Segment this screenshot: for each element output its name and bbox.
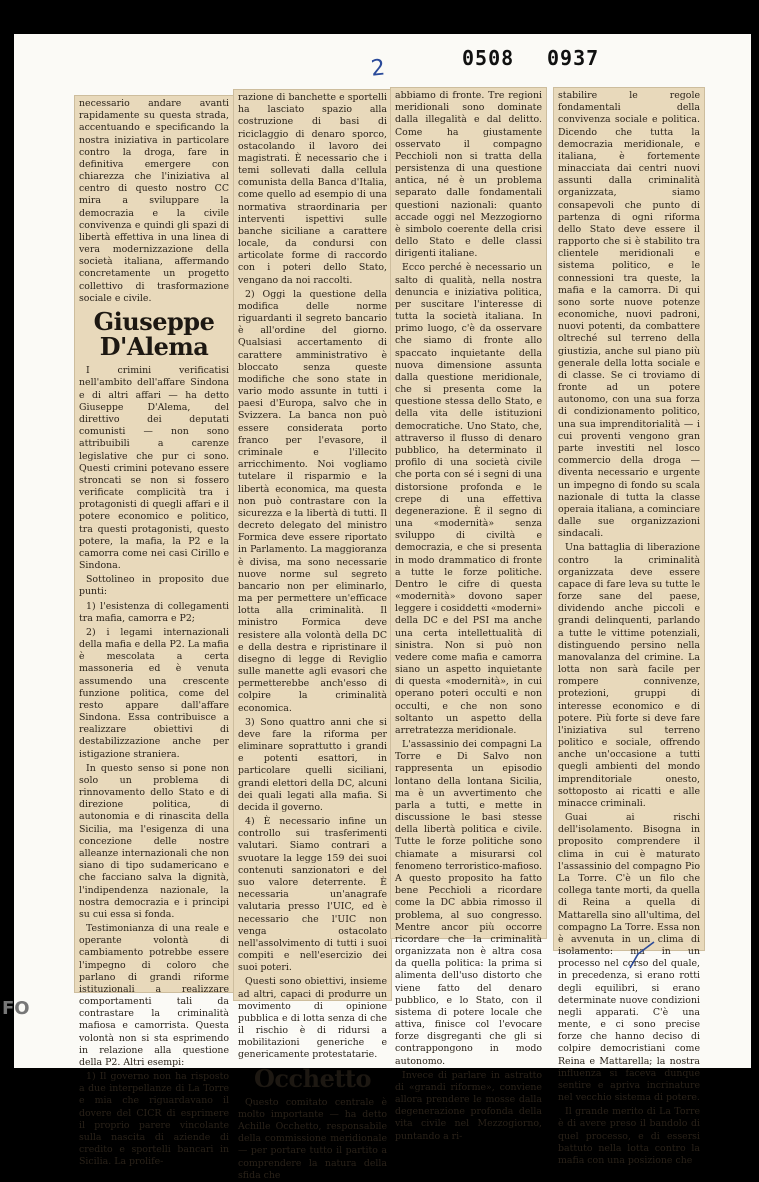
- archive-number-left: 0508: [462, 46, 515, 70]
- article-column-1: [75, 96, 233, 1168]
- corner-watermark: [0, 996, 60, 1080]
- pencil-mark: 2: [369, 55, 387, 82]
- paragraph: Invece di parlare in astratto di «grandi riforme», conviene allora prendere le mosse dalla degenerazione profonda della vita civile nel Mezzogiorno, puntando a ri-: [395, 1069, 542, 1142]
- paragraph: Sottolineo in proposito due punti:: [79, 574, 229, 598]
- paragraph: Testimonianza di una reale e operante volontà di cambiamento potrebbe essere l'impegno di coloro che parlano di grandi riforme istituzionali a realizzare comportamenti tali da contrastare la criminalità mafiosa e camorrista. Questa volontà non si sta esprimendo in relazione alla questione della P2. Altri esempi:: [79, 923, 229, 1068]
- paragraph: 2) i legami internazionali della mafia e della P2. La mafia è mescolata a certa massoneria ed è venuta assumendo una crescente funzione politica, come del resto appare dall'affare Sindona. Essa contribuisce a realizzare obiettivi di destabilizzazione anche per istigazione straniera.: [79, 626, 229, 760]
- paragraph: Questo comitato centrale è molto importante — ha detto Achille Occhetto, responsabile della commissione meridionale — per portare tutto il partito a comprendere la natura della sfida che: [238, 1096, 387, 1181]
- paragraph: Il grande merito di La Torre è di avere preso il bandolo di quel processo, e di essersi battuto nella lotta contro la mafia con una posizione che: [558, 1106, 700, 1166]
- corner-watermark-text: FO: [2, 998, 30, 1019]
- archive-number-right: 0937: [547, 46, 600, 70]
- paragraph: Ecco perché è necessario un salto di qualità, nella nostra denuncia e iniziativa politica, per suscitare l'interesse di tutta la società italiana. In primo luogo, c'è da osservare che siamo di fronte allo spaccato inquietante della nuova dimensione assunta dalla questione meridionale, che si presenta come la questione stessa dello Stato, e della vita delle istituzioni democratiche. Uno Stato, che, attraverso il flusso di denaro pubblico, ha determinato il profilo di una società civile che porta con sé i segni di una distorsione profonda e le crepe di una effettiva degenerazione. È il segno di una «modernità» senza sviluppo di civiltà e democrazia, e che si presenta in modo drammatico di fronte a tutte le forze politiche. Dentro le cifre di questa «modernità» dovono saper leggere i cosiddetti «moderni» della DC e del PSI ma anche una certa intellettualità di sinistra. Non si può non vedere come mafia e camorra siano un aspetto inquietante di questa «modernità», in cui operano poteri occulti e non occulti, e che non sono soltanto un aspetto della arretratezza meridionale.: [395, 262, 542, 736]
- paragraph: razione di banchette e sportelli ha lasciato spazio alla costruzione di basi di riciclaggio di denaro sporco, ostacolando il lavoro dei magistrati. È necessario che i temi sollevati dalla cellula comunista della Banca d'Italia, come quello ad esempio di una normativa straordinaria per interventi ispettivi sulle banche siciliane a carattere locale, da condursi con articolate forme di raccordo con i poteri dello Stato, vengano da noi raccolti.: [238, 92, 387, 286]
- paragraph: 4) È necessario infine un controllo sui trasferimenti valutari. Siamo contrari a svuotare la legge 159 dei suoi contenuti sanzionatori e del suo valore deterrente. È necessaria un'anagrafe valutaria presso l'UIC, ed è necessario che l'UIC non venga ostacolato nell'assolvimento di tutti i suoi compiti e nell'esercizio dei suoi poteri.: [238, 816, 387, 974]
- paragraph: Una battaglia di liberazione contro la criminalità organizzata deve essere capace di fare leva su tutte le forze sane del paese, dividendo anche piccoli e grandi delinquenti, parlando a tutte le vittime potenziali, distinguendo persino nella manovalanza del crimine. La lotta non sarà facile per rompere connivenze, protezioni, gruppi di interesse economico e di potere. Più forte si deve fare l'iniziativa sul terreno politico e sociale, offrendo anche un'occasione a tutti quegli ambienti del mondo imprenditoriale onesto, sottoposto ai ricatti e alle minacce criminali.: [558, 542, 700, 809]
- paragraph: 1) Il governo non ha risposto a due interpellanze di La Torre e mia che riguardavano il dovere del CICR di esprimere il proprio parere vincolante sulla nascita di aziende di credito e sportelli bancari in Sicilia. La prolife-: [79, 1071, 229, 1168]
- speaker-heading-occhetto: Occhetto: [253, 1063, 372, 1093]
- paragraph: stabilire le regole fondamentali della convivenza sociale e politica. Dicendo che tutta la democrazia meridionale, e italiana, è fortemente minacciata dai centri nuovi assunti dalla criminalità organizzata, siamo consapevoli che punto di partenza di ogni riforma dello Stato deve essere il rapporto che si è stabilito tra clientele meridionali e sistema politico, e le connessioni tra queste, la mafia e la camorra. Di qui sono sorte nuove potenze economiche, nuovi padroni, nuovi potenti, da combattere oltreché sul terreno della giustizia, anche sul piano più generale della lotta sociale e di classe. Se ci troviamo di fronte ad un potere autonomo, con una sua forza di condizionamento politico, una sua imprenditorialità — i cui proventi vengono gran parte investiti nel losco commercio della droga — diventa necessario e urgente un impegno di fondo su scala nazionale di tutta la classe operaia italiana, a cominciare dalle sue organizzazioni sindacali.: [558, 90, 700, 540]
- paragraph: I crimini verificatisi nell'ambito dell'affare Sindona e di altri affari — ha detto Giuseppe D'Alema, del direttivo dei deputati comunisti — non sono attribuibili a carenze legislative che pur ci sono. Questi crimini potevano essere stroncati se non si fossero verificate complicità tra i protagonisti di quegli affari e il potere economico e politico, tra questi protagonisti, questo potere, la mafia, la P2 e la camorra come nei casi Cirillo e Sindona.: [79, 365, 229, 572]
- paragraph: L'assassinio dei compagni La Torre e Di Salvo non rappresenta un episodio lontano della lontana Sicilia, ma è un avvertimento che parla a tutti, e mette in discussione le basi stesse della libertà politica e civile. Tutte le forze politiche sono chiamate a misurarsi col fenomeno terroristico-mafioso. A questo proposito ha fatto bene Pecchioli a ricordare come la DC abbia rimosso il problema, al suo congresso. Mentre ancor più occorre ricordare che la criminalità organizzata non è altra cosa da quella politica: la prima si alimenta dell'uso distorto che viene fatto del denaro pubblico, e lo Stato, con il sistema di potere locale che attiva, finisce col l'evocare forze disgreganti che gli si contrappongono in modo autonomo.: [395, 739, 542, 1067]
- paragraph: Questi sono obiettivi, insieme ad altri, capaci di produrre un movimento di opinione pubblica e di lotta senza di che il rischio è di ridursi a mobilitazioni generiche e genericamente protestatarie.: [238, 976, 387, 1061]
- paragraph: necessario andare avanti rapidamente su questa strada, accentuando e specificando la nostra iniziativa in particolare contro la droga, fare in definitiva emergere con chiarezza che l'iniziativa al centro di questo nostro CC mira a sviluppare la democrazia e la civile convivenza e quindi gli spazi di libertà effettiva in una linea di vera modernizzazione della società italiana, affermando concretamente un progetto collettivo di trasformazione sociale e civile.: [79, 98, 229, 304]
- article-column-4: [554, 88, 704, 1166]
- paragraph: In questo senso si pone non solo un problema di rinnovamento dello Stato e di direzione politica, di autonomia e di rinascita della Sicilia, ma l'esigenza di una concezione delle nostre alleanze internazionali che non siano di tipo sudamericano e che facciano salva la dignità, l'indipendenza nazionale, la nostra democrazia e i principi su cui essa si fonda.: [79, 762, 229, 920]
- paragraph: 3) Sono quattro anni che si deve fare la riforma per eliminare soprattutto i grandi e potenti esattori, in particolare quelli siciliani, grandi elettori della DC, alcuni dei quali legati alla mafia. Si decida il governo.: [238, 716, 387, 813]
- speaker-heading-dalema: Giuseppe D'Alema: [93, 306, 215, 362]
- article-column-2: [234, 90, 391, 1181]
- paragraph: 1) l'esistenza di collegamenti tra mafia, camorra e P2;: [79, 600, 229, 624]
- paragraph: 2) Oggi la questione della modifica delle norme riguardanti il segreto bancario è all'ordine del giorno. Qualsiasi accertamento di carattere amministrativo è bloccato senza queste modifiche che sono state in vario modo assunte in tutti i paesi d'Europa, salvo che in Svizzera. La banca non può essere considerata porto franco per l'evasore, il criminale e l'illecito arricchimento. Noi vogliamo tutelare il risparmio e la libertà economica, ma questa non può contrastare con la sicurezza e la libertà di tutti. Il decreto delegato del ministro Formica deve essere riportato in Parlamento. La maggioranza è divisa, ma sono necessarie nuove norme sul segreto bancario non per eliminarlo, ma per permettere un'efficace lotta alla criminalità. Il ministro Formica deve resistere alla volontà della DC e della destra e ripristinare il disegno di legge di Reviglio sulle manette agli evasori che permetterebbe anch'esso di colpire la criminalità economica.: [238, 288, 387, 714]
- article-column-3: [391, 88, 546, 1142]
- pen-check-mark-icon: [628, 940, 656, 970]
- paragraph: Guai ai rischi dell'isolamento. Bisogna in proposito comprendere il clima in cui è maturato l'assassinio del compagno Pio La Torre. C'è un filo che collega tante morti, da quella di Reina a quella di Mattarella sino all'ultima, del compagno La Torre. Essa non è avvenuta in un clima di isolamento: ma in un processo nel corso del quale, in precedenza, si erano rotti degli equilibri, si erano determinate nuove condizioni negli apparati. C'è una mente, e ci sono precise forze che hanno deciso di colpire democristiani come Reina e Mattarella; la nostra influenza si faceva dunque sentire e apriva incrinature nel vecchio sistema di potere.: [558, 812, 700, 1104]
- paragraph: abbiamo di fronte. Tre regioni meridionali sono dominate dalla illegalità e dal delitto. Come ha giustamente osservato il compagno Pecchioli non si tratta della persistenza di una questione antica, né è un problema separato dalle fondamentali questioni nazionali: quanto accade oggi nel Mezzogiorno è simbolo coerente della crisi dello Stato e delle classi dirigenti italiane.: [395, 90, 542, 260]
